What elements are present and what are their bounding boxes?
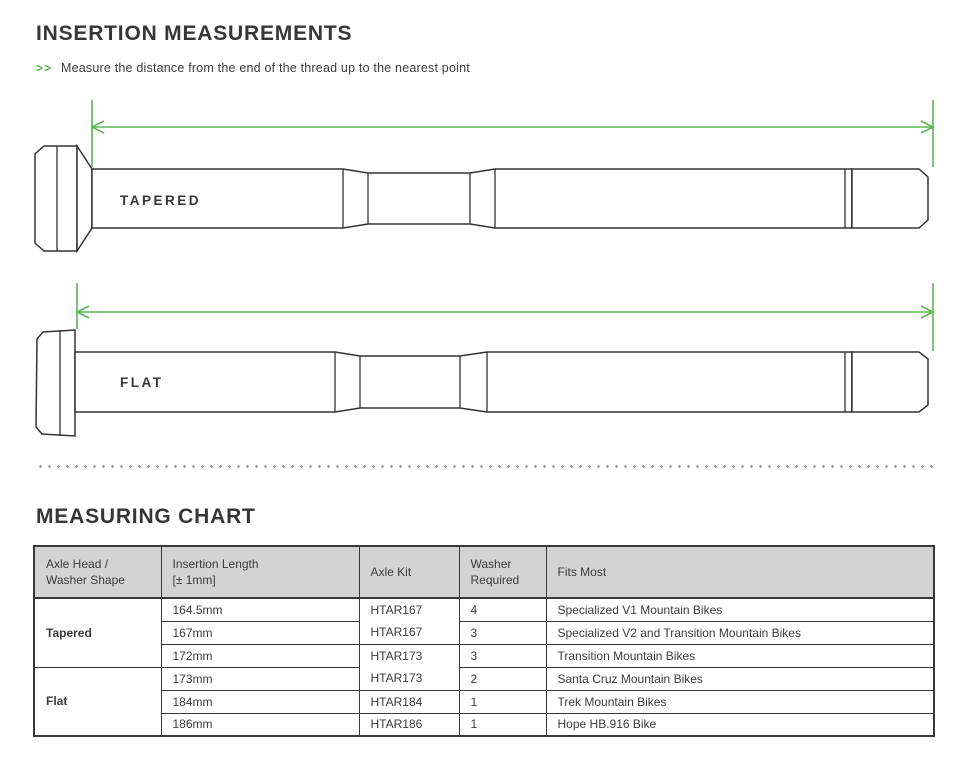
col-header-insertion-length [161, 546, 359, 598]
axle-diagrams [0, 95, 970, 455]
tapered-axle-diagram [35, 100, 933, 251]
col-header-fits-most: Fits Most [546, 546, 934, 598]
cell-axle-kit: HTAR184 [359, 690, 459, 713]
cell-axle-kit: HTAR167 [359, 621, 459, 644]
cell-axle-kit: HTAR186 [359, 713, 459, 736]
cell-fits-most: Trek Mountain Bikes [546, 690, 934, 713]
tapered-axle-thread-end [852, 169, 928, 228]
table-row [34, 667, 934, 690]
tapered-label: TAPERED [120, 193, 202, 208]
measuring-chart-table [33, 545, 935, 737]
header-line: Axle Head / [46, 557, 109, 571]
flat-axle-diagram [36, 283, 933, 436]
cell-washer-required: 3 [459, 644, 546, 667]
dotted-divider [36, 465, 933, 468]
col-header-washer-required [459, 546, 546, 598]
tapered-axle-shaft [92, 169, 852, 228]
cell-axle-kit: HTAR173 [359, 644, 459, 667]
instruction-text: Measure the distance from the end of the thread up to the nearest point [61, 61, 470, 75]
cell-insertion-length: 184mm [161, 690, 359, 713]
cell-washer-required: 3 [459, 621, 546, 644]
cell-insertion-length: 167mm [161, 621, 359, 644]
cell-fits-most: Transition Mountain Bikes [546, 644, 934, 667]
table-row [34, 644, 934, 667]
col-header-axle-kit: Axle Kit [359, 546, 459, 598]
cell-axle-kit: HTAR173 [359, 667, 459, 690]
tapered-dimension-arrow [92, 100, 933, 167]
section-title: MEASURING CHART [36, 505, 256, 528]
col-header-axle-head-washer-shape [34, 546, 161, 598]
cell-washer-required: 2 [459, 667, 546, 690]
flat-axle-head [36, 330, 75, 436]
header-line: [± 1mm] [172, 573, 216, 587]
header-line: Required [470, 573, 520, 587]
header-line: Insertion Length [172, 557, 259, 571]
flat-label: FLAT [120, 375, 164, 390]
flat-axle-shaft [75, 352, 852, 412]
cell-insertion-length: 172mm [161, 644, 359, 667]
tapered-axle-head [35, 146, 77, 251]
page-title: INSERTION MEASUREMENTS [36, 22, 353, 45]
flat-dimension-arrow [77, 283, 933, 351]
cell-insertion-length: 173mm [161, 667, 359, 690]
table-header-row [34, 546, 934, 598]
header-line: Washer Shape [46, 573, 125, 587]
cell-shape-tapered: Tapered [34, 598, 161, 667]
double-chevron-icon: >> [36, 61, 53, 75]
table-row [34, 713, 934, 736]
cell-shape-flat: Flat [34, 667, 161, 736]
cell-washer-required: 1 [459, 713, 546, 736]
cell-axle-kit: HTAR167 [359, 598, 459, 621]
cell-fits-most: Specialized V1 Mountain Bikes [546, 598, 934, 621]
instruction-line [36, 61, 470, 75]
cell-washer-required: 4 [459, 598, 546, 621]
cell-insertion-length: 164.5mm [161, 598, 359, 621]
tapered-axle-taper [77, 146, 92, 251]
flat-axle-thread-end [852, 352, 928, 412]
cell-fits-most: Specialized V2 and Transition Mountain Bikes [546, 621, 934, 644]
table-row [34, 598, 934, 621]
table-row [34, 621, 934, 644]
cell-fits-most: Hope HB.916 Bike [546, 713, 934, 736]
cell-washer-required: 1 [459, 690, 546, 713]
table-row [34, 690, 934, 713]
cell-fits-most: Santa Cruz Mountain Bikes [546, 667, 934, 690]
cell-insertion-length: 186mm [161, 713, 359, 736]
header-line: Washer [470, 557, 512, 571]
